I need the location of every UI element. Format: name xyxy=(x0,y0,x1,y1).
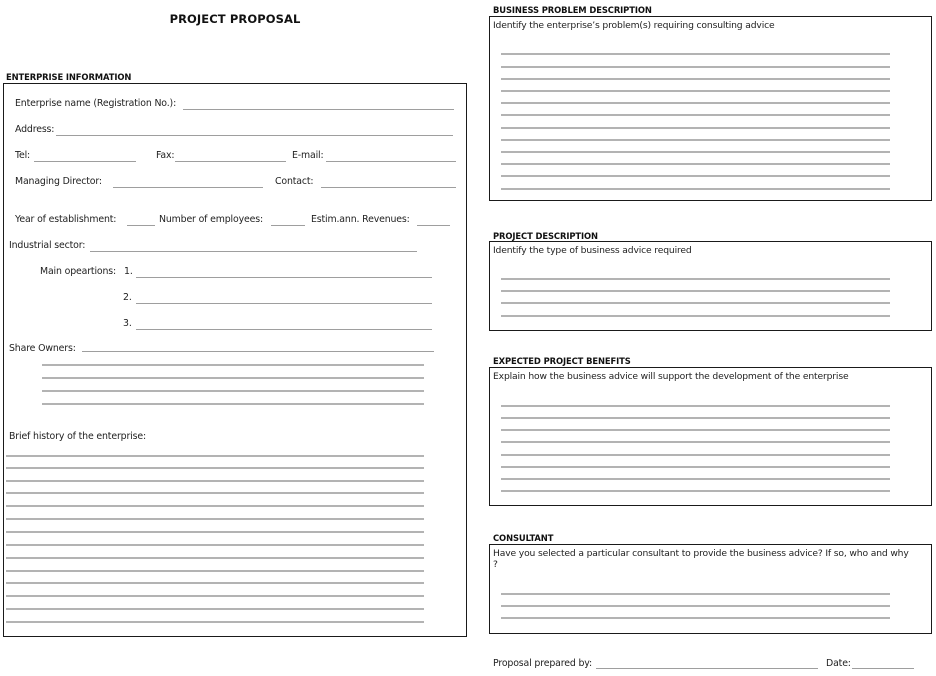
history-line[interactable] xyxy=(6,608,424,610)
history-line[interactable] xyxy=(6,480,424,482)
operation-1-field[interactable] xyxy=(136,277,432,278)
business-problem-line[interactable] xyxy=(501,90,890,92)
business-problem-line[interactable] xyxy=(501,78,890,80)
industrial-sector-label: Industrial sector: xyxy=(9,240,86,251)
benefits-line[interactable] xyxy=(501,466,890,468)
history-line[interactable] xyxy=(6,570,424,572)
email-label: E-mail: xyxy=(292,150,324,161)
consultant-line[interactable] xyxy=(501,605,890,607)
enterprise-name-label: Enterprise name (Registration No.): xyxy=(15,98,177,109)
consultant-line[interactable] xyxy=(501,617,890,619)
business-problem-line[interactable] xyxy=(501,66,890,68)
benefits-line[interactable] xyxy=(501,429,890,431)
consultant-line[interactable] xyxy=(501,593,890,595)
business-problem-line[interactable] xyxy=(501,175,890,177)
project-description-line[interactable] xyxy=(501,315,890,317)
operation-2-label: 2. xyxy=(123,292,132,303)
project-description-line[interactable] xyxy=(501,278,890,280)
project-description-heading: PROJECT DESCRIPTION xyxy=(493,231,598,241)
business-problem-prompt: Identify the enterprise’s problem(s) requiring consulting advice xyxy=(493,20,775,31)
enterprise-info-box xyxy=(3,83,467,637)
share-owners-field[interactable] xyxy=(82,351,434,352)
share-owners-label: Share Owners: xyxy=(9,343,76,354)
share-owner-line[interactable] xyxy=(42,377,424,379)
employees-field[interactable] xyxy=(271,225,305,226)
project-description-line[interactable] xyxy=(501,302,890,304)
consultant-heading: CONSULTANT xyxy=(493,533,554,543)
page-title: PROJECT PROPOSAL xyxy=(169,12,301,26)
enterprise-heading: ENTERPRISE INFORMATION xyxy=(6,72,132,82)
year-field[interactable] xyxy=(127,225,155,226)
revenues-field[interactable] xyxy=(417,225,450,226)
business-problem-line[interactable] xyxy=(501,127,890,129)
contact-field[interactable] xyxy=(321,187,456,188)
prepared-by-field[interactable] xyxy=(596,668,818,669)
business-problem-box xyxy=(489,16,932,201)
benefits-line[interactable] xyxy=(501,490,890,492)
benefits-line[interactable] xyxy=(501,454,890,456)
fax-field[interactable] xyxy=(175,161,286,162)
consultant-prompt-line2: ? xyxy=(493,559,498,570)
project-description-prompt: Identify the type of business advice required xyxy=(493,245,692,256)
fax-label: Fax: xyxy=(156,150,175,161)
email-field[interactable] xyxy=(326,161,456,162)
history-line[interactable] xyxy=(6,505,424,507)
business-problem-line[interactable] xyxy=(501,188,890,190)
managing-director-field[interactable] xyxy=(113,187,263,188)
brief-history-label: Brief history of the enterprise: xyxy=(9,431,146,442)
contact-label: Contact: xyxy=(275,176,314,187)
date-field[interactable] xyxy=(852,668,914,669)
history-line[interactable] xyxy=(6,492,424,494)
business-problem-line[interactable] xyxy=(501,53,890,55)
share-owner-line[interactable] xyxy=(42,403,424,405)
benefits-heading: EXPECTED PROJECT BENEFITS xyxy=(493,356,631,366)
industrial-sector-field[interactable] xyxy=(90,251,417,252)
managing-director-label: Managing Director: xyxy=(15,176,102,187)
address-label: Address: xyxy=(15,124,55,135)
operation-3-label: 3. xyxy=(123,318,132,329)
enterprise-name-field[interactable] xyxy=(183,109,454,110)
project-description-line[interactable] xyxy=(501,290,890,292)
history-line[interactable] xyxy=(6,621,424,623)
history-line[interactable] xyxy=(6,455,424,457)
business-problem-line[interactable] xyxy=(501,163,890,165)
tel-label: Tel: xyxy=(15,150,31,161)
benefits-prompt: Explain how the business advice will support the development of the enterprise xyxy=(493,371,849,382)
business-problem-line[interactable] xyxy=(501,102,890,104)
employees-label: Number of employees: xyxy=(159,214,263,225)
history-line[interactable] xyxy=(6,544,424,546)
prepared-by-label: Proposal prepared by: xyxy=(493,658,593,669)
consultant-prompt-line1: Have you selected a particular consultant to provide the business advice? If so, who and why xyxy=(493,548,909,559)
operation-3-field[interactable] xyxy=(136,329,432,330)
main-operations-label: Main opeartions: xyxy=(40,266,117,277)
history-line[interactable] xyxy=(6,557,424,559)
history-line[interactable] xyxy=(6,531,424,533)
business-problem-line[interactable] xyxy=(501,114,890,116)
benefits-line[interactable] xyxy=(501,441,890,443)
address-field[interactable] xyxy=(56,135,453,136)
business-problem-line[interactable] xyxy=(501,139,890,141)
benefits-line[interactable] xyxy=(501,405,890,407)
tel-field[interactable] xyxy=(34,161,136,162)
business-problem-line[interactable] xyxy=(501,151,890,153)
benefits-line[interactable] xyxy=(501,417,890,419)
history-line[interactable] xyxy=(6,518,424,520)
operation-2-field[interactable] xyxy=(136,303,432,304)
history-line[interactable] xyxy=(6,582,424,584)
year-label: Year of establishment: xyxy=(15,214,117,225)
share-owner-line[interactable] xyxy=(42,364,424,366)
benefits-line[interactable] xyxy=(501,478,890,480)
business-problem-heading: BUSINESS PROBLEM DESCRIPTION xyxy=(493,5,652,15)
history-line[interactable] xyxy=(6,467,424,469)
share-owner-line[interactable] xyxy=(42,390,424,392)
benefits-box xyxy=(489,367,932,506)
operation-1-label: 1. xyxy=(124,266,133,277)
revenues-label: Estim.ann. Revenues: xyxy=(311,214,410,225)
date-label: Date: xyxy=(826,658,851,669)
history-line[interactable] xyxy=(6,595,424,597)
